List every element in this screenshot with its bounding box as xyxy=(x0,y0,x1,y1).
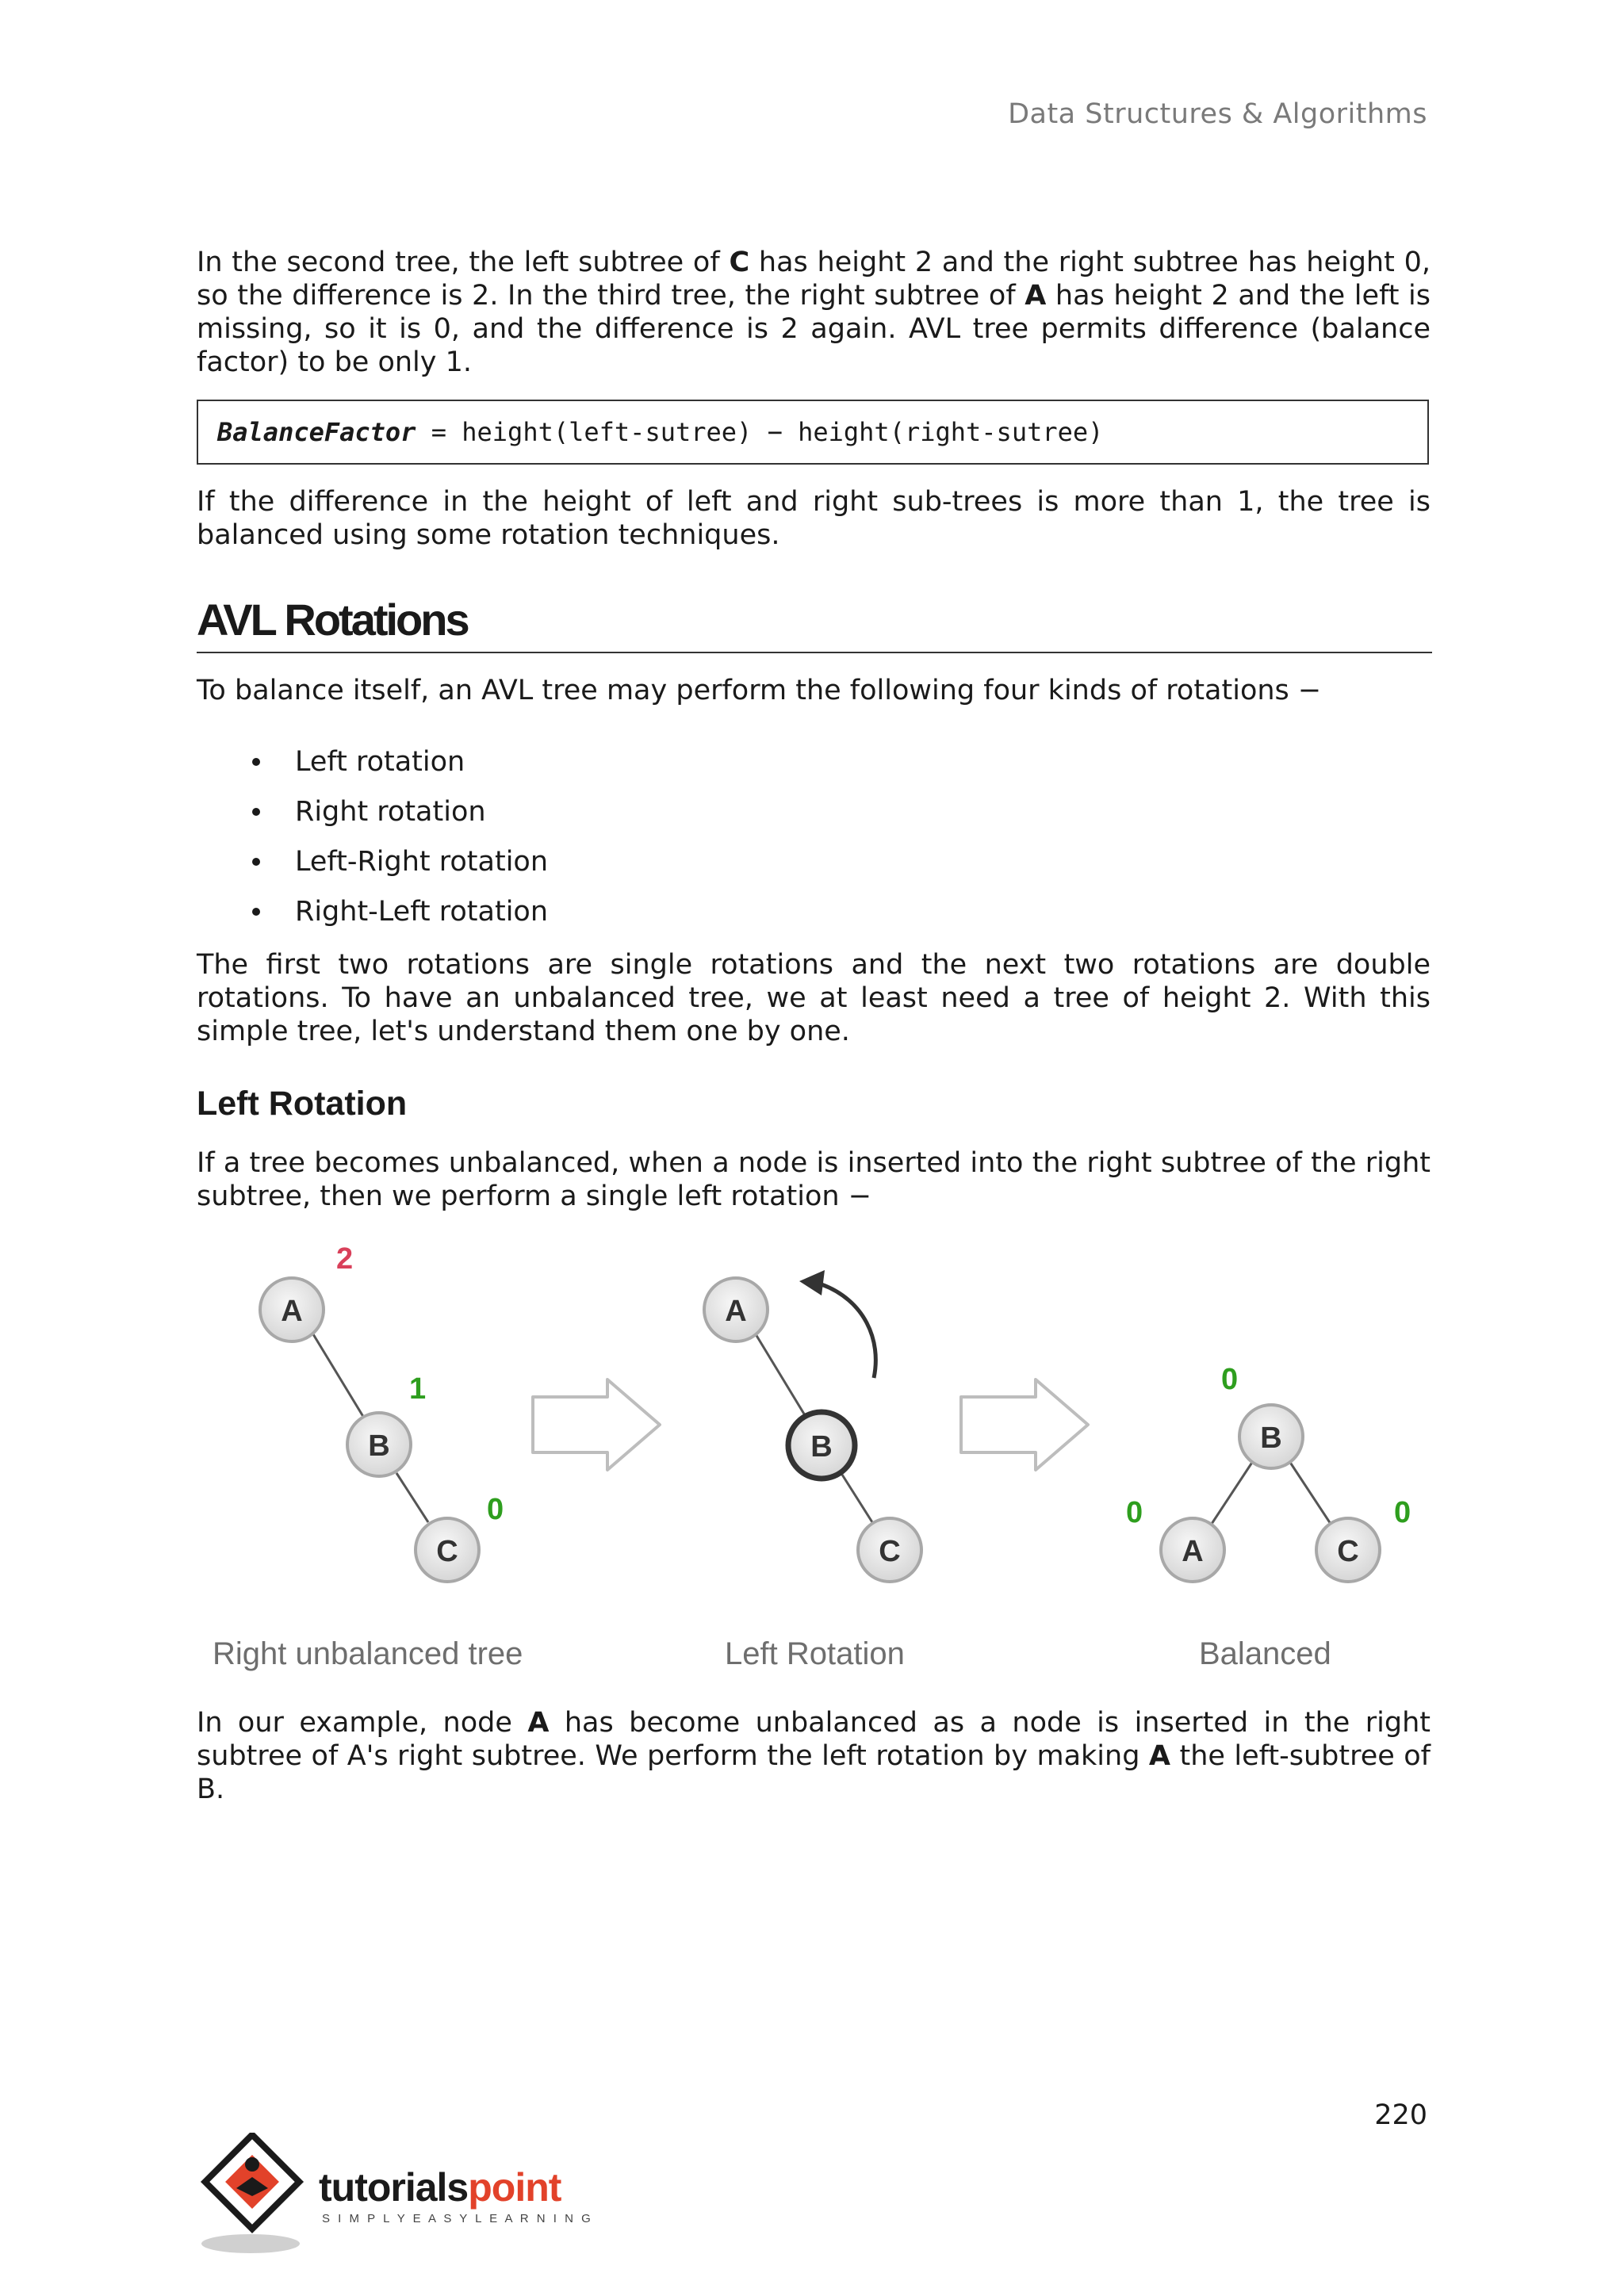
balance-factor-label: 2 xyxy=(336,1242,354,1276)
svg-text:C: C xyxy=(1337,1535,1359,1568)
tree3-node-a xyxy=(1161,1518,1224,1582)
edge-b-c xyxy=(396,1473,428,1522)
tree2-node-c xyxy=(858,1518,921,1582)
caption-balanced: Balanced xyxy=(1199,1636,1331,1671)
svg-text:C: C xyxy=(436,1535,458,1568)
tree3-node-b xyxy=(1239,1405,1303,1468)
caption-unbalanced: Right unbalanced tree xyxy=(213,1636,523,1671)
balance-factor-label: 0 xyxy=(487,1493,504,1526)
list-item: Right-Left rotation xyxy=(197,895,548,945)
tree3-node-c xyxy=(1316,1518,1380,1582)
svg-text:A: A xyxy=(1182,1535,1204,1568)
code-block: BalanceFactor = height(left-sutree) − height(right-sutree) xyxy=(197,400,1429,465)
tutorialspoint-logo: tutorialspoint S I M P L Y E A S Y L E A R N I N G xyxy=(195,2133,639,2260)
page-number: 220 xyxy=(1374,2099,1427,2131)
intro-paragraph: In the second tree, the left subtree of C has height 2 and the right subtree has height 0, so the difference is 2. In the third tree, the right subtree of A has height 2 and the left is missing, so it is 0, and the difference is 2 again. AVL tree permits difference (balance factor) to be only 1. xyxy=(197,247,1431,378)
svg-text:0: 0 xyxy=(1126,1496,1143,1529)
svg-text:B: B xyxy=(810,1430,833,1464)
tree1-node-a xyxy=(260,1278,324,1341)
balance-factor-label: 1 xyxy=(409,1372,427,1406)
svg-text:0: 0 xyxy=(1394,1496,1411,1529)
list-item: Right rotation xyxy=(197,795,548,845)
svg-text:C: C xyxy=(879,1535,901,1568)
list-item: Left-Right rotation xyxy=(197,845,548,895)
transition-arrow xyxy=(533,1380,660,1470)
svg-text:A: A xyxy=(281,1295,303,1328)
list-item: Left rotation xyxy=(197,745,548,795)
svg-text:A: A xyxy=(725,1295,747,1328)
transition-arrow xyxy=(961,1380,1088,1470)
tree1-node-c xyxy=(416,1518,479,1582)
edge-a-b xyxy=(311,1330,365,1419)
subsection-heading: Left Rotation xyxy=(197,1085,408,1123)
tree2-node-b xyxy=(788,1412,855,1479)
caption-rotation: Left Rotation xyxy=(725,1636,905,1671)
tree1-node-b xyxy=(347,1413,411,1476)
svg-text:B: B xyxy=(368,1429,390,1463)
rotation-arrow-icon xyxy=(822,1284,875,1378)
rotations-explanation: The first two rotations are single rotations and the next two rotations are double rotations. To have an unbalanced tree, we at least need a tree of height 2. With this simple tree, let's understand them one by one. xyxy=(197,949,1431,1047)
running-header: Data Structures & Algorithms xyxy=(1008,98,1427,130)
left-rotation-paragraph: If a tree becomes unbalanced, when a node is inserted into the right subtree of the right subtree, then we perform a single left rotation − xyxy=(197,1147,1431,1212)
tree2-node-a xyxy=(704,1278,768,1341)
closing-paragraph: In our example, node A has become unbalanced as a node is inserted in the right subtree of A's right subtree. We perform the left rotation by making A the left-subtree of B. xyxy=(197,1707,1431,1805)
section-heading: AVL Rotations xyxy=(197,595,1432,653)
balance-paragraph: If the difference in the height of left and right sub-trees is more than 1, the tree is balanced using some rotation techniques. xyxy=(197,486,1431,551)
svg-text:0: 0 xyxy=(1221,1363,1239,1396)
section-intro: To balance itself, an AVL tree may perform the following four kinds of rotations − xyxy=(197,675,1322,706)
svg-text:B: B xyxy=(1260,1422,1282,1455)
